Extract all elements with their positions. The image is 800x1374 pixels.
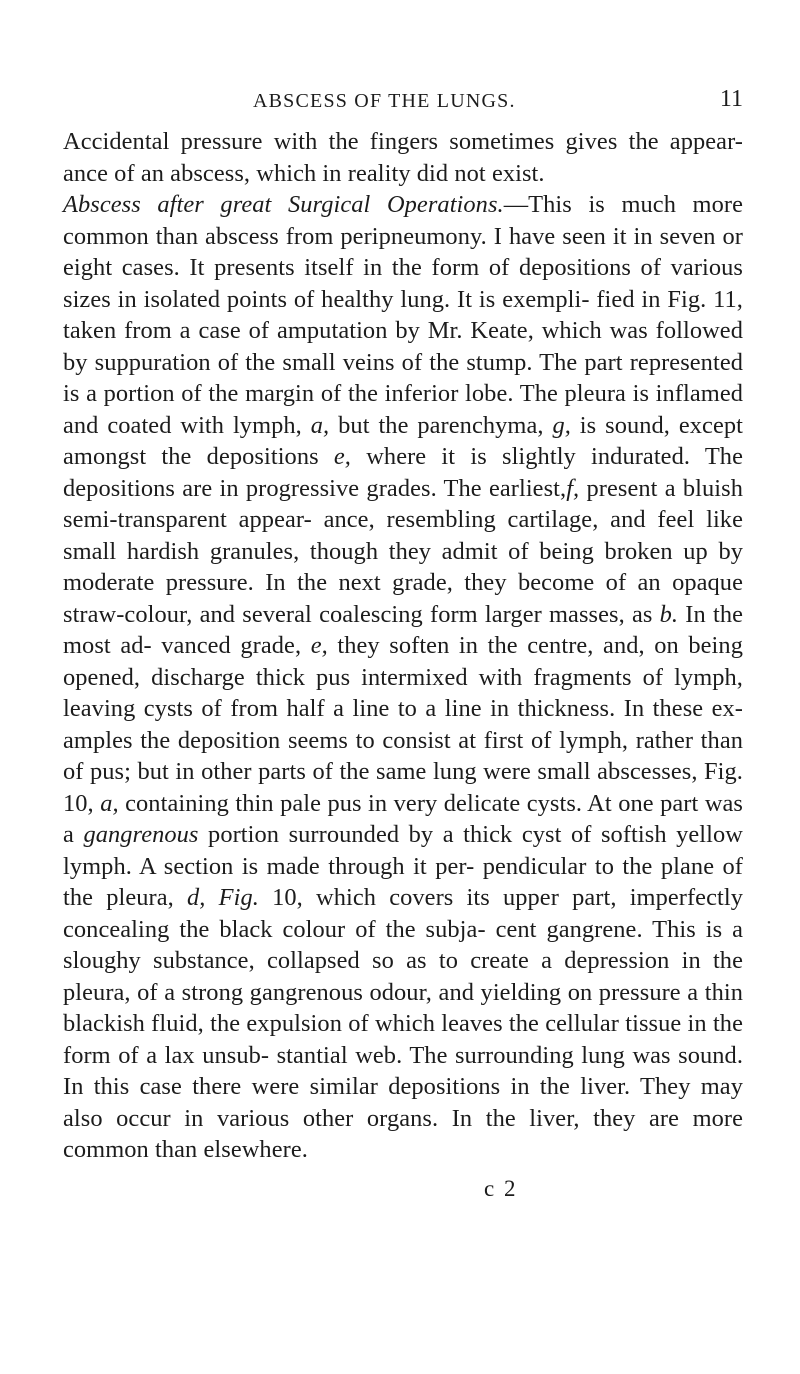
paragraph-text: Accidental pressure with the fingers sometimes gives the appear- ance of an abscess, which in reality did not exist. [63,128,743,187]
paragraph-text: present a bluish semi-transparent appear- ance, resembling cartilage, and feel like small hardish granules, though they admit of being broken up by moderate pressure. In the next grade, they become of an opaque straw-colour, and several coalescing form larger masses, as [63,474,743,628]
paragraph-text: portion surrounded by a thick cyst of softish yellow lymph. A section is made through it per- pendicular to the plane of the pleura, [63,821,743,911]
paragraph-text: In the most ad- vanced grade, [63,600,744,659]
page-number: 11 [719,86,743,112]
figure-reference: e, [310,632,328,659]
book-page [63,86,743,1166]
figure-reference: g, [552,411,571,439]
paragraph-text: but the parenchyma, [338,411,544,439]
paragraph-text: they soften in the centre, and, on being opened, discharge thick pus intermixed with fragments of lymph, leaving cysts of from half a line to a line in thickness. In these ex- amples the deposition seems to consist at first of lymph, rather than of pus; but in other parts of the same lung were small abscesses, Fig. 10, [63,632,743,817]
paragraph-text: is sound, except amongst the depositions [63,411,743,470]
figure-reference: a, [100,789,119,817]
figure-reference: d, [187,884,206,911]
figure-reference: Fig. [218,884,259,911]
emphasized-word: gangrenous [83,821,199,848]
running-title: ABSCESS OF THE LUNGS. [253,90,516,112]
figure-reference: e, [333,443,351,470]
signature-mark: c 2 [484,1176,518,1201]
figure-reference: a, [310,411,330,439]
paragraph-text: containing thin pale pus in very delicate cysts. At one part was a [63,789,743,848]
paragraph-text: —This is much more common than abscess from peripneumony. I have seen it in seven or eight cases. It presents itself in the form of depositions of various sizes in isolated points of healthy lung. It is exempli- fied in Fig. 11, taken from a case of amputation by Mr. Keate, which was followed by suppuration of the small veins of the stump. The part represented is a portion of the margin of the inferior lobe. The pleura is inflamed and coated with lymph, [63,191,743,439]
figure-reference: b. [659,600,679,628]
paragraph [63,189,743,1166]
paragraph-text: 10, which covers its upper part, imperfectly concealing the black colour of the subja- cent gangrene. This is a sloughy substance, collapsed so as to create a depression in the pleura, of a strong gangrenous odour, and yielding on pressure a thin blackish fluid, the expulsion of which leaves the cellular tissue in the form of a lax unsub- stantial web. The surrounding lung was sound. In this case there were similar depositions in the liver. They may also occur in various other organs. In the liver, they are more common than elsewhere. [63,884,743,1163]
running-head [63,86,743,126]
figure-reference: f, [566,474,580,502]
body-text [63,126,743,1166]
section-heading: Abscess after great Surgical Operations. [63,191,504,218]
paragraph-text: where it is slightly indurated. The depositions are in progressive grades. The earliest, [63,443,743,502]
paragraph [63,126,743,189]
